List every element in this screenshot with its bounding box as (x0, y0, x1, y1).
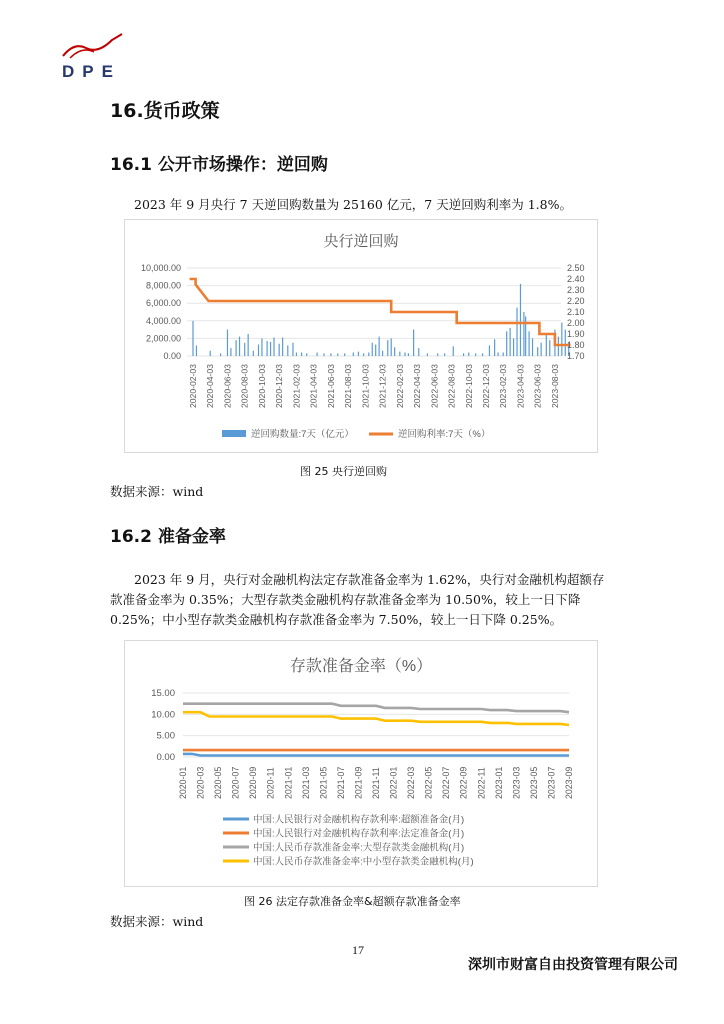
bar (192, 321, 193, 356)
chart-title: 央行逆回购 (323, 233, 399, 250)
bar (558, 337, 559, 356)
y-tick-label: 0.00 (156, 752, 175, 763)
bar (528, 331, 529, 356)
page-number: 17 (352, 943, 364, 957)
bar (230, 348, 231, 356)
bar (358, 352, 359, 356)
bar (444, 353, 445, 356)
y-left-tick-label: 6,000.00 (145, 298, 181, 309)
subsection-title-reverse-repo: 16.1 公开市场操作：逆回购 (110, 155, 328, 175)
bar (394, 347, 395, 356)
x-tick-label: 2021-09 (353, 766, 364, 799)
section-title: 16.货币政策 (110, 100, 220, 122)
bar (418, 348, 419, 356)
bar (561, 323, 562, 356)
x-tick-label: 2020-09 (248, 766, 259, 799)
legend-label-bar: 逆回购数量:7天（亿元） (251, 429, 354, 440)
bar (353, 352, 354, 356)
bar (363, 353, 364, 356)
x-tick-label: 2023-02-03 (498, 364, 509, 408)
bar (239, 337, 240, 356)
y-right-tick-label: 2.10 (567, 307, 585, 317)
reserve-ratio-paragraph: 2023 年 9 月，央行对金融机构法定存款准备金率为 1.62%，央行对金融机构超额存款准备金率为 0.35%；大型存款类金融机构存款准备金率为 10.50%，较上一日下降 0.25%；中小型存款类金融机构存款准备金率为 7.50%，较上一日下降 0.25%。 (110, 572, 605, 627)
bar (520, 284, 521, 356)
x-tick-label: 2021-05 (318, 766, 329, 799)
x-tick-label: 2023-09 (564, 766, 574, 799)
bar (413, 330, 414, 356)
x-tick-label: 2020-04-03 (205, 364, 216, 408)
bar (235, 340, 236, 356)
chart-title: 存款准备金率（%） (289, 658, 433, 675)
reverse-repo-chart (124, 219, 598, 453)
bar (510, 328, 511, 356)
x-tick-label: 2021-10-03 (360, 364, 371, 408)
legend-label-line: 逆回购利率:7天（%） (398, 429, 491, 440)
chart-legend (222, 428, 490, 440)
bar (375, 345, 376, 356)
y-right-tick-label: 2.30 (567, 285, 585, 295)
x-tick-label: 2021-06-03 (325, 364, 336, 408)
x-tick-label: 2022-05 (423, 766, 434, 799)
x-tick-label: 2021-07 (335, 766, 346, 799)
y-left-tick-label: 4,000.00 (145, 315, 181, 326)
x-tick-label: 2023-07 (546, 766, 557, 799)
bar (248, 334, 249, 356)
bar (408, 353, 409, 356)
y-right-tick-label: 2.20 (567, 296, 585, 306)
x-tick-label: 2020-05 (213, 766, 224, 799)
x-tick-label: 2022-02-03 (394, 364, 405, 408)
bar (513, 338, 514, 356)
bar (379, 337, 380, 356)
legend-label: 中国:人民银行对金融机构存款利率:法定准备金(月) (253, 828, 465, 840)
series-line (183, 754, 569, 756)
bar (546, 334, 547, 356)
bar (475, 353, 476, 356)
x-tick-label: 2021-08-03 (343, 364, 354, 408)
bar (292, 343, 293, 356)
y-tick-label: 5.00 (156, 730, 175, 742)
x-tick-label: 2022-04-03 (412, 364, 423, 408)
bar (516, 308, 517, 356)
x-tick-label: 2020-01 (178, 766, 188, 799)
bar (301, 352, 302, 356)
legend-swatch-bar (222, 430, 246, 437)
x-tick-label: 2020-12-03 (274, 364, 285, 408)
bar (497, 352, 498, 356)
x-tick-label: 2022-11 (476, 767, 487, 799)
figure-26-caption: 图 26 法定存款准备金率&超额存款准备金率 (244, 895, 461, 908)
bar (399, 352, 400, 356)
bar (344, 353, 345, 356)
legend-label: 中国:人民币存款准备金率:中小型存款类金融机构(月) (253, 856, 474, 868)
x-tick-label: 2023-01 (493, 766, 504, 799)
bar (244, 343, 245, 356)
y-left-tick-label: 10,000.00 (140, 263, 181, 273)
bar (391, 338, 392, 356)
bar (537, 347, 538, 356)
bar (541, 343, 542, 356)
x-tick-label: 2022-06-03 (429, 364, 440, 408)
bar (253, 351, 254, 356)
bar (382, 351, 383, 356)
x-tick-label: 2023-04-03 (515, 364, 526, 408)
x-tick-label: 2023-06-03 (532, 364, 543, 408)
bar (220, 353, 221, 356)
bar (258, 345, 259, 356)
x-tick-label: 2023-08-03 (549, 364, 560, 408)
chart-legend (223, 814, 474, 868)
y-left-tick-label: 8,000.00 (145, 280, 181, 291)
x-tick-label: 2020-06-03 (222, 364, 233, 408)
x-tick-label: 2020-07 (230, 766, 241, 799)
bar (404, 352, 405, 356)
y-left-tick-label: 2,000.00 (145, 333, 181, 344)
y-tick-label: 15.00 (151, 688, 175, 699)
x-tick-label: 2021-02-03 (291, 364, 302, 408)
rate-line (190, 279, 571, 345)
x-tick-label: 2020-08-03 (239, 364, 250, 408)
bar (323, 353, 324, 356)
data-source-1: 数据来源：wind (110, 484, 204, 499)
bar (282, 338, 283, 356)
bar (503, 352, 504, 356)
x-tick-label: 2022-01 (388, 766, 399, 799)
bar (463, 353, 464, 356)
bar (506, 331, 507, 356)
x-tick-label: 2020-03 (195, 766, 206, 799)
x-tick-label: 2021-12-03 (377, 364, 388, 408)
bar (227, 330, 228, 356)
subsection-title-reserve-ratio: 16.2 准备金率 (110, 527, 226, 547)
bar (337, 353, 338, 356)
legend-label: 中国:人民银行对金融机构存款利率:超额准备金(月) (253, 814, 465, 826)
x-tick-label: 2021-03 (300, 766, 311, 799)
y-right-tick-label: 1.70 (567, 351, 585, 361)
x-tick-label: 2020-11 (265, 767, 276, 799)
bar (306, 353, 307, 356)
bar (296, 352, 297, 356)
x-tick-label: 2022-08-03 (446, 364, 457, 408)
x-tick-label: 2021-04-03 (308, 364, 319, 408)
bar (330, 353, 331, 356)
bar (437, 353, 438, 356)
bar (368, 352, 369, 356)
x-tick-label: 2023-05 (528, 766, 539, 799)
logo-text: DPE (62, 62, 121, 81)
bar (372, 343, 373, 356)
data-source-2: 数据来源：wind (110, 914, 204, 929)
bar (261, 338, 262, 356)
bar (316, 352, 317, 356)
bar (468, 352, 469, 356)
bar (279, 344, 280, 356)
bar (549, 340, 550, 356)
y-right-tick-label: 2.00 (567, 318, 585, 328)
figure-25-caption: 图 25 央行逆回购 (300, 465, 387, 478)
x-tick-label: 2020-02-03 (188, 364, 198, 408)
legend-label: 中国:人民币存款准备金率:大型存款类金融机构(月) (253, 842, 465, 854)
bar (287, 345, 288, 356)
bar (494, 339, 495, 356)
y-right-tick-label: 1.80 (567, 340, 585, 350)
bar (489, 345, 490, 356)
bar (453, 346, 454, 356)
bar (565, 330, 566, 356)
reverse-repo-chart-svg (125, 220, 597, 452)
x-tick-label: 2020-10-03 (256, 364, 267, 408)
y-tick-label: 10.00 (151, 709, 175, 721)
footer-company: 深圳市财富自由投资管理有限公司 (468, 957, 678, 973)
reserve-ratio-chart (124, 640, 598, 887)
y-right-tick-label: 2.50 (567, 263, 585, 273)
x-tick-label: 2021-11 (371, 767, 381, 799)
bar (267, 341, 268, 356)
x-tick-label: 2022-03 (406, 766, 417, 799)
x-tick-label: 2022-10-03 (463, 364, 474, 408)
x-tick-label: 2022-09 (458, 766, 469, 799)
bar (270, 342, 271, 356)
x-tick-label: 2022-12-03 (480, 364, 491, 408)
y-right-tick-label: 1.90 (567, 329, 585, 339)
series-line (183, 704, 569, 713)
bar (482, 353, 483, 356)
x-tick-label: 2021-01 (283, 766, 294, 799)
bar (532, 338, 533, 356)
bar (210, 351, 211, 356)
bar (523, 312, 524, 356)
x-tick-label: 2023-03 (511, 766, 522, 799)
y-left-tick-label: 0.00 (163, 351, 181, 361)
bar (427, 353, 428, 356)
reserve-ratio-chart-svg (125, 641, 597, 886)
reverse-repo-paragraph: 2023 年 9 月央行 7 天逆回购数量为 25160 亿元，7 天逆回购利率为 1.8%。 (134, 197, 572, 212)
logo-swoosh-icon (60, 30, 130, 60)
y-right-tick-label: 2.40 (567, 274, 585, 284)
bar (273, 338, 274, 356)
bar (196, 345, 197, 356)
bar (387, 340, 388, 356)
x-tick-label: 2022-07 (441, 766, 452, 799)
